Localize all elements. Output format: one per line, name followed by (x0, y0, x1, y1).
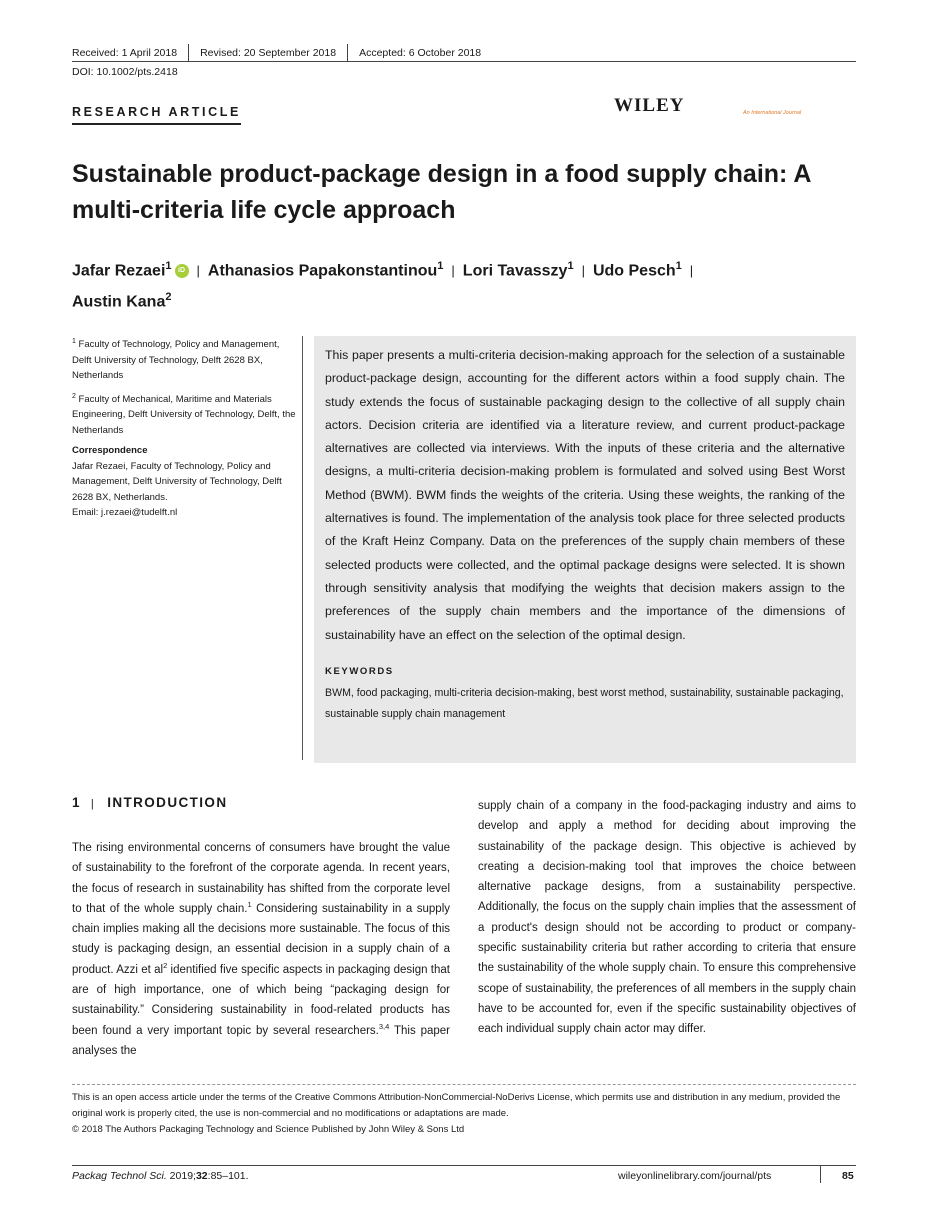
journal-website[interactable]: wileyonlinelibrary.com/journal/pts (618, 1170, 772, 1182)
author-separator: | (196, 263, 200, 279)
author-separator: | (581, 263, 585, 279)
doi[interactable]: DOI: 10.1002/pts.2418 (72, 66, 178, 78)
affiliations (72, 334, 297, 521)
citation-year: 2019; (166, 1170, 196, 1182)
author-separator: | (689, 263, 694, 279)
section-heading (72, 795, 227, 810)
citation-ref[interactable]: 2 (163, 960, 168, 970)
body-text: The rising environmental concerns of consumers have brought the value of sustainability to the forefront of the corporate agenda. In recent years, the focus of research in sustainability has shifted from the corporate level to that of the whole supply chain. (72, 842, 450, 915)
journal-name: Packag Technol Sci. (72, 1170, 167, 1182)
accepted-date: Accepted: 6 October 2018 (359, 47, 482, 59)
page-divider (820, 1166, 821, 1183)
author-name[interactable]: Jafar Rezaei (72, 262, 166, 280)
section-title: INTRODUCTION (107, 795, 228, 810)
author-list (72, 253, 832, 316)
license-note (72, 1090, 862, 1138)
author-affiliation-mark: 1 (165, 260, 172, 272)
citation-ref[interactable]: 1 (247, 900, 252, 910)
section-number: 1 (72, 795, 81, 810)
author-name[interactable]: Udo Pesch (592, 262, 676, 280)
article-type-label: RESEARCH ARTICLE (72, 105, 241, 125)
paper-title: Sustainable product-package design in a food supply chain: A multi-criteria life cycle approach (72, 160, 811, 224)
keywords-text: BWM, food packaging, multi-criteria decision-making, best worst method, sustainability, sustainable packaging, sustainable supply chain management (325, 686, 844, 720)
correspondence-heading: Correspondence (72, 445, 148, 457)
affiliation-mark: 2 (72, 392, 76, 400)
publisher-logo: WILEY (614, 95, 685, 116)
affiliation (72, 389, 297, 439)
author-affiliation-mark: 1 (567, 260, 574, 272)
revised-date: Revised: 20 September 2018 (200, 47, 337, 59)
affiliation-text: Faculty of Technology, Policy and Management, Delft University of Technology, Delft 2628 BX, Netherlands (72, 339, 280, 382)
intro-column-left (72, 838, 450, 1061)
affiliation-mark: 1 (72, 338, 76, 345)
column-divider (302, 336, 303, 760)
copyright-text: © 2018 The Authors Packaging Technology and Science Published by John Wiley & Sons Ltd (72, 1124, 465, 1135)
footer-rule (72, 1165, 856, 1166)
author-name[interactable]: Austin Kana (72, 293, 166, 311)
citation-pages: :85–101. (207, 1170, 249, 1182)
author-affiliation-mark: 2 (165, 291, 172, 304)
intro-column-right: supply chain of a company in the food-packaging industry and aims to develop and apply a method for deciding about improving the sustainability of the package design. This objective is achieved by creating a decision-making tool that improves the choice between alternative package designs, from a sustainability perspective. Additionally, the focus on the supply chain implies that the assessment of a product's design should not be according to product or company-specific sustainability criteria but rather according to criteria that ensure the sustainability of the whole supply chain. To ensure this comprehensive scope of sustainability, the preferences of all members in the supply chain have to be accounted for, even if the specific sustainability objectives of each individual supply chain actor may differ. (478, 800, 856, 1036)
header-rule (72, 61, 856, 62)
author-affiliation-mark: 1 (675, 260, 682, 272)
abstract-box (314, 336, 856, 763)
citation-ref[interactable]: 3,4 (378, 1021, 390, 1031)
affiliation-text: Faculty of Mechanical, Maritime and Materials Engineering, Delft University of Technology, Delft, the Netherlands (72, 393, 296, 436)
keywords-heading: KEYWORDS (325, 665, 394, 677)
license-text: This is an open access article under the terms of the Creative Commons Attribution-NonCommercial-NoDerivs License, which permits use and distribution in any medium, provided the original work is properly cited, the use is non-commercial and no modifications or adaptations are made. (72, 1092, 841, 1119)
orcid-icon[interactable]: iD (175, 264, 189, 278)
author-name[interactable]: Athanasios Papakonstantinou (207, 262, 438, 280)
body-text: This paper analyses the (72, 1024, 450, 1057)
author-separator: | (451, 263, 455, 279)
citation-volume: 32 (195, 1170, 208, 1182)
received-date: Received: 1 April 2018 (72, 47, 178, 59)
section-separator: | (90, 798, 96, 810)
journal-citation (72, 1170, 249, 1182)
abstract-text: This paper presents a multi-criteria decision-making approach for the selection of a sustainable product-package design, accounting for the different actors within a food supply chain. The study extends the focus of sustainable packaging design to the collective of all supply chain actors. Decision criteria are identified via a literature review, and current product-package alternatives are collected via interviews. With the inputs of these criteria and the alternative designs, a multi-criteria decision-making problem is formulated and solved using Best Worst Method (BWM). BWM finds the weights of the criteria. Using these weights, the ranking of the alternatives is found. The implementation of the analysis took place for three selected products of the Kraft Heinz Company. Data on the preferences of the supply chain members of these selected products were collected, and the optimal package designs were selected. It is shown through sensitivity analysis that modifying the weights that decision makers assign to the preferences of the supply chain members and the importance of the dimensions of sustainability have an effect on the selection of the optimal design. (325, 348, 845, 642)
author-affiliation-mark: 1 (437, 260, 444, 272)
body-text: Considering sustainability in a supply chain implies making all the decisions more sustainable. The focus of this study is packaging design, an essential decision in a supply chain of a product. Azzi et al (72, 902, 450, 976)
body-text: identified five specific aspects in packaging design that are of high importance, one of which being “packaging design for sustainability.” Considering sustainability in food-related products has been found a very important topic by several researchers. (72, 963, 450, 1037)
page-number: 85 (842, 1170, 854, 1182)
journal-tagline: An International Journal (743, 110, 802, 116)
footer-dotted-rule (72, 1084, 856, 1085)
correspondence-email[interactable]: Email: j.rezaei@tudelft.nl (72, 507, 178, 519)
article-dates (72, 44, 492, 62)
author-name[interactable]: Lori Tavasszy (462, 262, 568, 280)
correspondence-text: Jafar Rezaei, Faculty of Technology, Policy and Management, Delft University of Technology, Delft 2628 BX, Netherlands. (72, 460, 282, 503)
affiliation (72, 334, 297, 384)
